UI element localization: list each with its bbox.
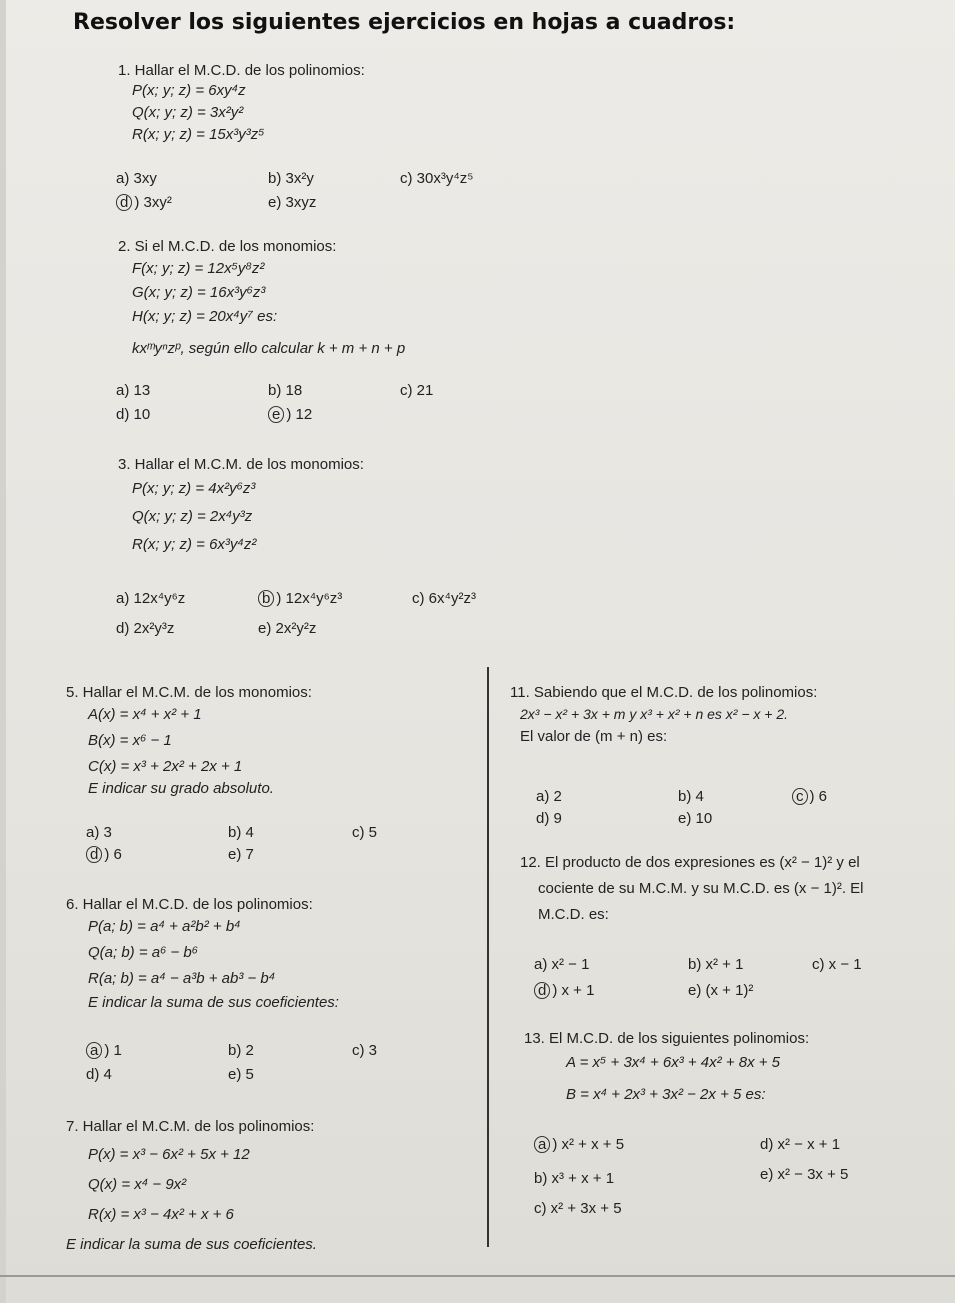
answer-mark-circle: c — [792, 788, 808, 805]
q6-option-d: d) 4 — [86, 1066, 112, 1083]
q11-option-c-text: ) 6 — [809, 788, 828, 805]
q3-option-b-text: ) 12x⁴y⁶z³ — [276, 590, 343, 607]
q11-polys: 2x³ − x² + 3x + m y x³ + x² + n es x² − x + 2. — [520, 706, 789, 722]
q5-option-d-text: ) 6 — [104, 846, 122, 863]
q12-statement: 12. El producto de dos expresiones es (x² − 1)² y el — [520, 854, 860, 871]
q12-option-b: b) x² + 1 — [688, 956, 744, 973]
q12-option-c: c) x − 1 — [812, 956, 862, 973]
q3-option-e: e) 2x²y²z — [258, 620, 317, 637]
answer-mark-circle: d — [116, 194, 132, 211]
answer-mark-circle: e — [268, 406, 284, 423]
q7-poly-r: R(x) = x³ − 4x² + x + 6 — [88, 1206, 234, 1223]
q5-option-d — [86, 846, 122, 863]
q1-option-a: a) 3xy — [116, 170, 157, 187]
q1-poly-r: R(x; y; z) = 15x³y³z⁵ — [132, 126, 265, 143]
q1-option-b: b) 3x²y — [268, 170, 314, 187]
q13-statement: 13. El M.C.D. de los siguientes polinomios: — [524, 1030, 810, 1047]
q13-option-b: b) x³ + x + 1 — [534, 1170, 615, 1187]
q3-option-d: d) 2x²y³z — [116, 620, 175, 637]
q13-poly-b: B = x⁴ + 2x³ + 3x² − 2x + 5 es: — [566, 1086, 766, 1103]
q1-option-d — [116, 194, 172, 211]
q7-note: E indicar la suma de sus coeficientes. — [66, 1236, 317, 1253]
q6-statement: 6. Hallar el M.C.D. de los polinomios: — [66, 896, 313, 913]
q11-option-b: b) 4 — [678, 788, 704, 805]
q6-poly-q: Q(a; b) = a⁶ − b⁶ — [88, 944, 199, 961]
q2-poly-f: F(x; y; z) = 12x⁵y⁸z² — [132, 260, 265, 277]
q11-option-d: d) 9 — [536, 810, 562, 827]
q13-option-e: e) x² − 3x + 5 — [760, 1166, 849, 1183]
q6-poly-p: P(a; b) = a⁴ + a²b² + b⁴ — [88, 918, 241, 935]
q3-option-a: a) 12x⁴y⁶z — [116, 590, 186, 607]
q5-poly-b: B(x) = x⁶ − 1 — [88, 732, 172, 749]
q2-option-e — [268, 406, 312, 423]
q12-option-e: e) (x + 1)² — [688, 982, 754, 999]
answer-mark-circle: d — [534, 982, 550, 999]
q7-poly-p: P(x) = x³ − 6x² + 5x + 12 — [88, 1146, 250, 1163]
q3-poly-p: P(x; y; z) = 4x²y⁶z³ — [132, 480, 256, 497]
q5-option-a: a) 3 — [86, 824, 112, 841]
answer-mark-circle: d — [86, 846, 102, 863]
q6-poly-r: R(a; b) = a⁴ − a³b + ab³ − b⁴ — [88, 970, 276, 987]
q1-statement: 1. Hallar el M.C.D. de los polinomios: — [118, 62, 365, 79]
q1-poly-p: P(x; y; z) = 6xy⁴z — [132, 82, 246, 99]
q5-poly-a: A(x) = x⁴ + x² + 1 — [88, 706, 202, 723]
q11-option-e: e) 10 — [678, 810, 713, 827]
q6-option-e: e) 5 — [228, 1066, 254, 1083]
column-divider — [487, 667, 489, 1247]
q2-poly-g: G(x; y; z) = 16x³y⁶z³ — [132, 284, 266, 301]
q1-option-c: c) 30x³y⁴z⁵ — [400, 170, 474, 187]
q5-option-c: c) 5 — [352, 824, 378, 841]
answer-mark-circle: b — [258, 590, 274, 607]
q12-option-d-text: ) x + 1 — [552, 982, 595, 999]
q13-poly-a: A = x⁵ + 3x⁴ + 6x³ + 4x² + 8x + 5 — [566, 1054, 781, 1071]
q5-note: E indicar su grado absoluto. — [88, 780, 274, 797]
page-edge-shadow — [0, 0, 6, 1303]
q5-poly-c: C(x) = x³ + 2x² + 2x + 1 — [88, 758, 243, 775]
q3-statement: 3. Hallar el M.C.M. de los monomios: — [118, 456, 364, 473]
answer-mark-circle: a — [534, 1136, 550, 1153]
q2-option-b: b) 18 — [268, 382, 303, 399]
q5-option-e: e) 7 — [228, 846, 254, 863]
q6-note: E indicar la suma de sus coeficientes: — [88, 994, 339, 1011]
q5-statement: 5. Hallar el M.C.M. de los monomios: — [66, 684, 312, 701]
q13-option-a — [534, 1136, 624, 1153]
q6-option-a-text: ) 1 — [104, 1042, 122, 1059]
q1-option-e: e) 3xyz — [268, 194, 317, 211]
q12-statement-2: cociente de su M.C.M. y su M.C.D. es (x − 1)². El — [538, 880, 864, 897]
q3-option-c: c) 6x⁴y²z³ — [412, 590, 476, 607]
q2-poly-h: H(x; y; z) = 20x⁴y⁷ es: — [132, 308, 278, 325]
q7-statement: 7. Hallar el M.C.M. de los polinomios: — [66, 1118, 315, 1135]
q13-option-a-text: ) x² + x + 5 — [552, 1136, 625, 1153]
q6-option-c: c) 3 — [352, 1042, 378, 1059]
q6-option-b: b) 2 — [228, 1042, 254, 1059]
q7-poly-q: Q(x) = x⁴ − 9x² — [88, 1176, 187, 1193]
q1-option-d-text: ) 3xy² — [134, 194, 172, 211]
q11-option-a: a) 2 — [536, 788, 562, 805]
q12-option-d — [534, 982, 594, 999]
page-bottom-edge — [0, 1275, 955, 1277]
q2-note: kxᵐyⁿzᵖ, según ello calcular k + m + n + p — [132, 340, 406, 357]
q2-option-e-text: ) 12 — [286, 406, 313, 423]
q3-poly-r: R(x; y; z) = 6x³y⁴z² — [132, 536, 257, 553]
q1-poly-q: Q(x; y; z) = 3x²y² — [132, 104, 244, 121]
q6-option-a — [86, 1042, 122, 1059]
q11-statement: 11. Sabiendo que el M.C.D. de los polinomios: — [510, 684, 818, 701]
q2-option-a: a) 13 — [116, 382, 151, 399]
q2-option-c: c) 21 — [400, 382, 434, 399]
page-title: Resolver los siguientes ejercicios en hojas a cuadros: — [73, 10, 736, 35]
q2-option-d: d) 10 — [116, 406, 151, 423]
q13-option-c: c) x² + 3x + 5 — [534, 1200, 622, 1217]
q11-note: El valor de (m + n) es: — [520, 728, 668, 745]
q12-statement-3: M.C.D. es: — [538, 906, 609, 923]
q2-statement: 2. Si el M.C.D. de los monomios: — [118, 238, 337, 255]
q3-option-b — [258, 590, 342, 607]
q3-poly-q: Q(x; y; z) = 2x⁴y³z — [132, 508, 253, 525]
answer-mark-circle: a — [86, 1042, 102, 1059]
q5-option-b: b) 4 — [228, 824, 254, 841]
q12-option-a: a) x² − 1 — [534, 956, 590, 973]
q11-option-c — [792, 788, 827, 805]
q13-option-d: d) x² − x + 1 — [760, 1136, 841, 1153]
